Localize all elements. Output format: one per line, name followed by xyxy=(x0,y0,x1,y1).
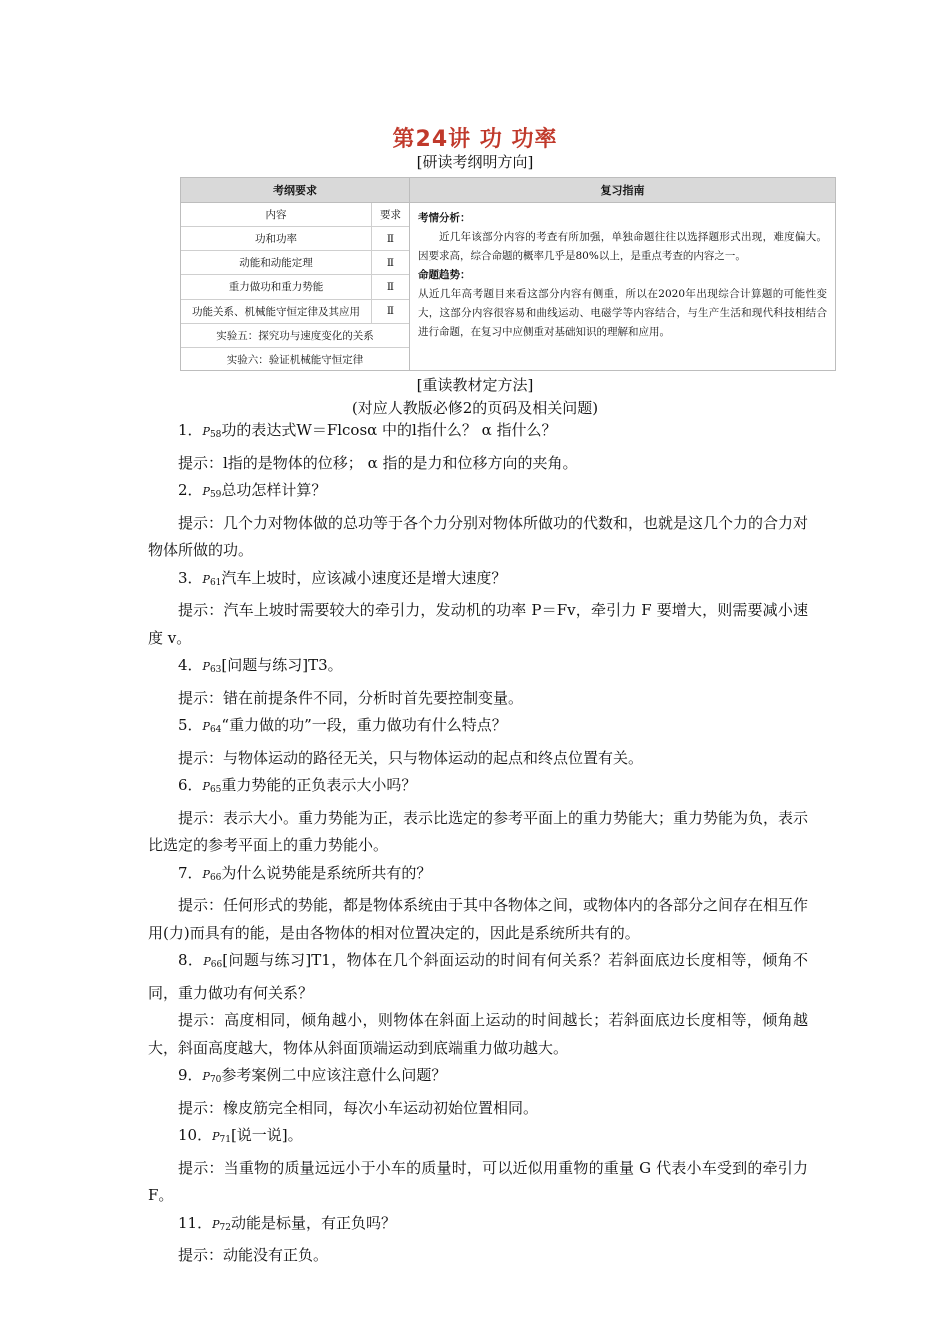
page-ref: P xyxy=(203,955,211,968)
header-review-guide: 复习指南 xyxy=(600,184,645,197)
page-ref: P xyxy=(202,425,210,438)
question-text: [问题与练习]T1，物体在几个斜面运动的时间有何关系？若斜面底边长度相等，倾角不同，重力做功有何关系？ xyxy=(148,951,809,1002)
row-requirement: Ⅱ xyxy=(386,256,395,269)
table-row xyxy=(181,203,409,227)
answer-text: 提示：汽车上坡时需要较大的牵引力，发动机的功率 P＝Fv，牵引力 F 要增大，则需要减小速度 v。 xyxy=(148,601,808,647)
page-ref-number: 72 xyxy=(219,1222,231,1233)
header-syllabus-requirements: 考纲要求 xyxy=(181,178,410,202)
question-item xyxy=(148,947,808,1007)
table-row xyxy=(181,275,409,299)
col-requirement-label: 要求 xyxy=(380,209,401,222)
row-content: 动能和动能定理 xyxy=(181,251,372,274)
row-content: 功和功率 xyxy=(181,227,372,250)
answer-text: 提示：l指的是物体的位移； α 指的是力和位移方向的夹角。 xyxy=(178,453,578,472)
row-content: 功能关系、机械能守恒定律及其应用 xyxy=(181,300,372,323)
question-number: 2． xyxy=(178,481,203,499)
trend-text: 从近几年高考题目来看这部分内容有侧重，所以在2020年出现综合计算题的可能性变大，这部分内容很容易和曲线运动、电磁学等内容结合，与生产生活和现代科技相结合进行命题，在复习中应侧重对基础知识的理解和应用。 xyxy=(418,288,827,338)
question-item xyxy=(148,1210,808,1243)
question-text: [问题与练习]T3。 xyxy=(221,656,343,674)
page-ref: P xyxy=(202,780,210,793)
question-number: 8． xyxy=(178,951,204,969)
answer-text: 提示：错在前提条件不同，分析时首先要控制变量。 xyxy=(178,688,524,707)
page-ref: P xyxy=(202,867,210,881)
answer-text: 提示：高度相同，倾角越小，则物体在斜面上运动的时间越长；若斜面底边长度相等，倾角越大，斜面高度越大，物体从斜面顶端运动到底端重力做功越大。 xyxy=(148,1011,808,1057)
table-row xyxy=(181,251,409,275)
trend-heading: 命题趋势： xyxy=(418,269,471,281)
question-item xyxy=(148,860,808,893)
answer-text: 提示：任何形式的势能，都是物体系统由于其中各物体之间，或物体内的各部分之间存在相互作用(力)而具有的能，是由各物体的相对位置决定的，因此是系统所共有的。 xyxy=(148,896,809,942)
question-text: [说一说]。 xyxy=(230,1126,303,1144)
question-item xyxy=(148,772,808,805)
row-content: 实验五：探究功与速度变化的关系 xyxy=(216,329,374,342)
analysis-text: 近几年该部分内容的考查有所加强，单独命题往往以选择题形式出现，难度偏大。因要求高，综合命题的概率几乎是80%以上，是重点考查的内容之一。 xyxy=(418,231,827,262)
answer-text: 提示：表示大小。重力势能为正，表示比选定的参考平面上的重力势能大；重力势能为负，表示比选定的参考平面上的重力势能小。 xyxy=(148,808,809,854)
question-text: 为什么说势能是系统所共有的？ xyxy=(221,863,432,882)
page-ref-number: 70 xyxy=(209,1075,222,1085)
page-ref: P xyxy=(212,1130,220,1143)
analysis-heading: 考情分析： xyxy=(418,212,471,224)
question-number: 5． xyxy=(178,716,203,734)
row-content: 重力做功和重力势能 xyxy=(181,275,372,298)
question-item xyxy=(148,1062,808,1095)
review-guide-column xyxy=(410,203,835,371)
page-ref: P xyxy=(212,1217,220,1231)
page-ref-number: 61 xyxy=(209,577,222,588)
page-ref-number: 71 xyxy=(219,1135,231,1145)
question-number: 10． xyxy=(178,1126,213,1144)
question-item xyxy=(148,712,808,745)
answer-text: 提示：当重物的质量远远小于小车的质量时，可以近似用重物的重量 G 代表小车受到的牵引力 F。 xyxy=(148,1158,808,1204)
question-item xyxy=(148,652,808,685)
table-body xyxy=(181,203,835,371)
question-text: 总功怎样计算？ xyxy=(221,481,327,499)
page-ref: P xyxy=(202,720,210,733)
row-requirement: Ⅱ xyxy=(386,280,395,293)
question-number: 7． xyxy=(178,863,203,882)
page-ref-number: 66 xyxy=(209,872,222,883)
qa-list xyxy=(148,417,808,1270)
row-requirement: Ⅱ xyxy=(386,305,395,318)
table-row xyxy=(181,300,409,324)
question-item xyxy=(148,417,808,450)
question-text: 动能是标量，有正负吗？ xyxy=(230,1213,396,1232)
question-item xyxy=(148,1122,808,1155)
answer-text: 提示：橡皮筋完全相同，每次小车运动初始位置相同。 xyxy=(178,1098,539,1117)
table-row xyxy=(181,348,409,371)
question-item xyxy=(148,565,808,598)
row-requirement: Ⅱ xyxy=(386,232,395,245)
page-ref-number: 66 xyxy=(210,960,223,970)
page-ref-number: 58 xyxy=(209,430,222,440)
col-content-label: 内容 xyxy=(181,203,372,226)
answer-text: 提示：几个力对物体做的总功等于各个力分别对物体所做功的代数和，也就是这几个力的合力对物体所做的功。 xyxy=(148,513,809,559)
page-ref-number: 65 xyxy=(209,785,222,795)
section-heading-syllabus: [研读考纲明方向] xyxy=(416,153,534,171)
question-text: 参考案例二中应该注意什么问题？ xyxy=(221,1066,447,1084)
page-ref: P xyxy=(202,1070,210,1083)
row-content: 实验六：验证机械能守恒定律 xyxy=(226,353,364,366)
page-ref: P xyxy=(202,572,210,586)
page-ref: P xyxy=(202,485,210,498)
question-number: 9． xyxy=(178,1066,203,1084)
table-header xyxy=(181,178,835,203)
question-number: 6． xyxy=(178,776,203,794)
question-text: 汽车上坡时，应该减小速度还是增大速度？ xyxy=(221,568,507,587)
section-note: (对应人教版必修2的页码及相关问题) xyxy=(351,399,599,417)
answer-text: 提示：动能没有正负。 xyxy=(178,1246,329,1264)
page-ref-number: 63 xyxy=(209,665,222,675)
table-row xyxy=(181,227,409,251)
syllabus-table xyxy=(180,177,836,371)
question-number: 4． xyxy=(178,656,203,674)
question-item xyxy=(148,477,808,510)
section-heading-textbook: [重读教材定方法] xyxy=(416,376,534,394)
question-number: 3． xyxy=(178,568,203,587)
page-ref: P xyxy=(202,660,210,673)
question-text: 重力势能的正负表示大小吗？ xyxy=(221,776,417,794)
question-number: 1． xyxy=(178,421,203,439)
question-text: “重力做的功”一段，重力做功有什么特点？ xyxy=(221,716,507,734)
question-text: 功的表达式W＝Flcosα 中的l指什么？ α 指什么？ xyxy=(221,421,557,439)
page-title: 第24讲 功 功率 xyxy=(392,127,558,152)
page-ref-number: 64 xyxy=(209,725,222,735)
page-ref-number: 59 xyxy=(209,490,222,500)
table-row xyxy=(181,324,409,348)
requirements-column xyxy=(181,203,410,371)
question-number: 11． xyxy=(178,1213,213,1232)
answer-text: 提示：与物体运动的路径无关，只与物体运动的起点和终点位置有关。 xyxy=(178,748,644,767)
